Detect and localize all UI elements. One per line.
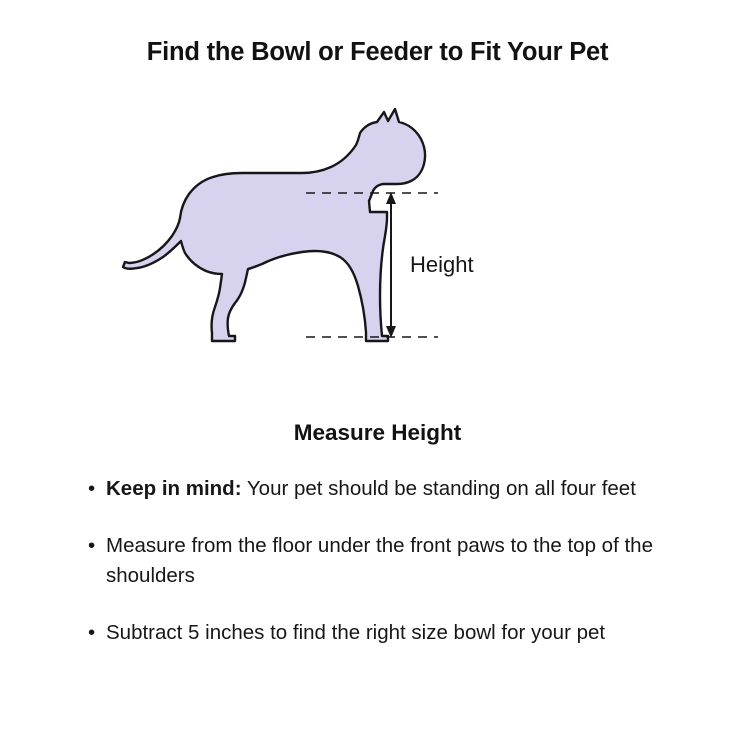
bullet-dot: • xyxy=(88,477,96,500)
list-item-emphasis: Keep in mind: xyxy=(106,477,242,500)
dog-silhouette xyxy=(123,109,425,341)
list-item-text: Your pet should be standing on all four feet xyxy=(241,477,636,500)
page-title: Find the Bowl or Feeder to Fit Your Pet xyxy=(146,38,609,66)
list-item-text: Measure from the floor under the front paws to the top of the shoulders xyxy=(106,534,653,587)
measurement-diagram xyxy=(0,100,755,395)
list-item xyxy=(88,531,688,591)
instruction-list xyxy=(88,474,688,675)
bullet-dot: • xyxy=(88,621,96,644)
list-item xyxy=(88,474,688,504)
section-subtitle: Measure Height xyxy=(293,420,462,445)
dog-measurement-svg xyxy=(98,100,658,395)
list-item xyxy=(88,618,688,648)
measure-arrow-head-top xyxy=(386,192,396,204)
height-label: Height xyxy=(409,252,474,277)
list-item-text: Subtract 5 inches to find the right size bowl for your pet xyxy=(106,621,606,644)
bullet-dot: • xyxy=(88,534,96,557)
